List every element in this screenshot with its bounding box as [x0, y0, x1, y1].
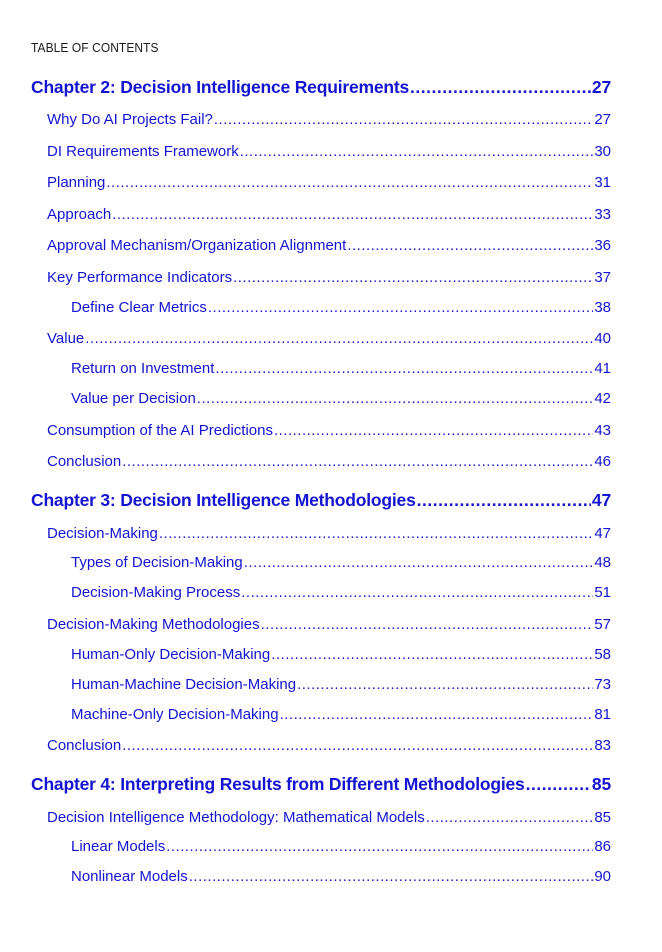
toc-entry-title: Human-Only Decision-Making: [71, 646, 271, 663]
toc-leader-dots: [122, 453, 593, 470]
toc-entry-title: DI Requirements Framework: [47, 143, 239, 160]
toc-entry-page: 33: [594, 206, 611, 223]
toc-entry[interactable]: [71, 584, 611, 604]
toc-entry-title: Return on Investment: [71, 360, 215, 377]
toc-entry-page: 30: [594, 143, 611, 160]
toc-entry[interactable]: [47, 330, 611, 350]
toc-leader-dots: [526, 774, 591, 795]
toc-entry-title: Decision-Making Methodologies: [47, 616, 260, 633]
toc-entry[interactable]: [71, 676, 611, 696]
toc-entry[interactable]: [47, 111, 611, 131]
toc-entry-title: Decision-Making: [47, 525, 158, 542]
toc-entry[interactable]: [47, 616, 611, 636]
toc-leader-dots: [215, 360, 593, 377]
toc-entry-title: Decision Intelligence Methodology: Mathematical Models: [47, 809, 425, 826]
toc-leader-dots: [208, 299, 593, 316]
toc-entry-chapter-2[interactable]: [31, 77, 611, 101]
toc-leader-dots: [240, 143, 594, 160]
toc-entry-page: 38: [594, 299, 611, 316]
toc-leader-dots: [280, 706, 594, 723]
toc-leader-dots: [214, 111, 593, 128]
toc-entry-title: Approach: [47, 206, 112, 223]
toc-leader-dots: [166, 838, 593, 855]
toc-entry-title: Key Performance Indicators: [47, 269, 233, 286]
toc-entry-page: 73: [594, 676, 611, 693]
toc-entry[interactable]: [47, 453, 611, 473]
toc-entry-title: Define Clear Metrics: [71, 299, 207, 316]
toc-leader-dots: [85, 330, 593, 347]
running-head: TABLE OF CONTENTS: [31, 40, 159, 55]
toc-entry-page: 46: [594, 453, 611, 470]
toc-entry-title: Types of Decision-Making: [71, 554, 243, 571]
toc-entry-page: 51: [594, 584, 611, 601]
toc-entry-title: Why Do AI Projects Fail?: [47, 111, 213, 128]
toc-entry-title: Decision-Making Process: [71, 584, 241, 601]
toc-leader-dots: [417, 490, 591, 511]
toc-entry-title: Consumption of the AI Predictions: [47, 422, 273, 439]
toc-leader-dots: [410, 77, 591, 98]
toc-entry-chapter-3[interactable]: [31, 490, 611, 514]
toc-entry[interactable]: [71, 868, 611, 888]
toc-entry[interactable]: [71, 838, 611, 858]
toc-entry-page: 47: [594, 525, 611, 542]
toc-entry-page: 36: [594, 237, 611, 254]
toc-leader-dots: [189, 868, 594, 885]
toc-entry[interactable]: [71, 360, 611, 380]
toc-entry-title: Chapter 4: Interpreting Results from Different Methodologies: [31, 774, 525, 794]
toc-entry[interactable]: [71, 706, 611, 726]
toc-leader-dots: [274, 422, 593, 439]
toc-entry-page: 83: [594, 737, 611, 754]
toc-entry-page: 58: [594, 646, 611, 663]
toc-entry[interactable]: [47, 525, 611, 545]
toc-entry-title: Approval Mechanism/Organization Alignment: [47, 237, 347, 254]
toc-entry[interactable]: [47, 422, 611, 442]
toc-entry-page: 81: [594, 706, 611, 723]
toc-entry-title: Nonlinear Models: [71, 868, 188, 885]
toc-entry-page: 86: [594, 838, 611, 855]
toc-entry-title: Linear Models: [71, 838, 166, 855]
toc-leader-dots: [122, 737, 593, 754]
toc-entry-page: 27: [591, 77, 611, 97]
toc-leader-dots: [244, 554, 594, 571]
toc-entry-page: 85: [594, 809, 611, 826]
toc-entry-page: 43: [594, 422, 611, 439]
toc-entry-title: Conclusion: [47, 737, 122, 754]
toc-entry-title: Conclusion: [47, 453, 122, 470]
toc-leader-dots: [233, 269, 593, 286]
toc-entry-title: Chapter 2: Decision Intelligence Requirements: [31, 77, 410, 97]
toc-entry-page: 48: [594, 554, 611, 571]
toc-entry[interactable]: [47, 809, 611, 829]
toc-entry[interactable]: [71, 299, 611, 319]
toc-entry[interactable]: [71, 554, 611, 574]
toc-entry-page: 85: [591, 774, 611, 794]
toc-leader-dots: [347, 237, 593, 254]
toc-entry-page: 37: [594, 269, 611, 286]
toc-entry[interactable]: [71, 390, 611, 410]
toc-entry-page: 40: [594, 330, 611, 347]
toc-leader-dots: [106, 174, 593, 191]
toc-entry-title: Value: [47, 330, 85, 347]
toc-entry[interactable]: [47, 206, 611, 226]
toc-entry[interactable]: [47, 174, 611, 194]
toc-leader-dots: [297, 676, 593, 693]
toc-entry-page: 57: [594, 616, 611, 633]
toc-entry[interactable]: [47, 143, 611, 163]
toc-entry-title: Value per Decision: [71, 390, 196, 407]
toc-entry-page: 41: [594, 360, 611, 377]
toc-entry-page: 47: [591, 490, 611, 510]
toc-leader-dots: [271, 646, 593, 663]
toc-entry-page: 27: [594, 111, 611, 128]
toc-leader-dots: [159, 525, 593, 542]
toc-entry-page: 90: [594, 868, 611, 885]
toc-entry-title: Machine-Only Decision-Making: [71, 706, 279, 723]
toc-leader-dots: [197, 390, 594, 407]
toc-entry[interactable]: [47, 269, 611, 289]
toc-entry-page: 31: [594, 174, 611, 191]
toc-leader-dots: [261, 616, 594, 633]
toc-leader-dots: [426, 809, 594, 826]
toc-entry-chapter-4[interactable]: [31, 774, 611, 798]
toc-entry-title: Chapter 3: Decision Intelligence Methodologies: [31, 490, 416, 510]
toc-leader-dots: [112, 206, 593, 223]
toc-entry[interactable]: [47, 737, 611, 757]
toc-entry-title: Human-Machine Decision-Making: [71, 676, 297, 693]
toc-leader-dots: [241, 584, 593, 601]
toc-entry[interactable]: [47, 237, 611, 257]
toc-entry-title: Planning: [47, 174, 106, 191]
toc-entry-page: 42: [594, 390, 611, 407]
toc-entry[interactable]: [71, 646, 611, 666]
